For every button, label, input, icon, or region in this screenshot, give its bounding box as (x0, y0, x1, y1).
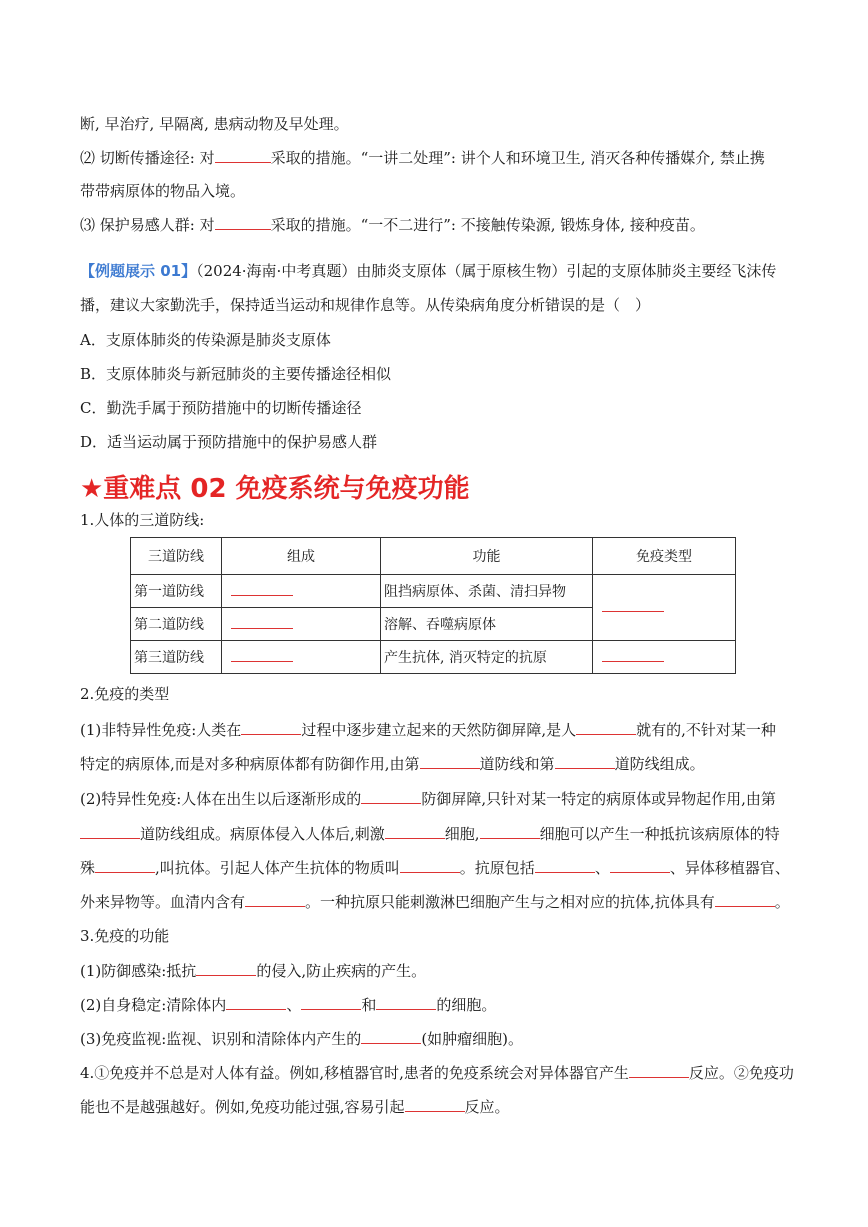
text-line: (3)免疫监视:监视、识别和清除体内产生的 (如肿瘤细胞)。 (80, 1030, 524, 1048)
fill-blank[interactable] (576, 720, 636, 735)
defense-table (130, 537, 736, 674)
table-header: 功能 (381, 538, 593, 575)
fill-blank[interactable] (376, 995, 436, 1010)
text-line: 特定的病原体,而是对多种病原体都有防御作用,由第 道防线和第 道防线组成。 (80, 755, 705, 773)
section-title: 1.人体的三道防线: (80, 511, 205, 529)
example-stem: 播，建议大家勤洗手，保持适当运动和规律作息等。从传染病角度分析错误的是（ ） (80, 296, 651, 314)
section-title: 2.免疫的类型 (80, 685, 170, 703)
example-stem: 【例题展示 01】（2024·海南·中考真题）由肺炎支原体（属于原核生物）引起的支原体肺炎主要经飞沫传 (80, 262, 777, 280)
fill-blank[interactable] (535, 858, 595, 873)
text-line: 外来异物等。血清内含有 。一种抗原只能刺激淋巴细胞产生与之相对应的抗体,抗体具有 。 (80, 893, 790, 911)
fill-blank[interactable] (80, 824, 140, 839)
table-cell: 溶解、吞噬病原体 (381, 608, 593, 641)
table-cell (222, 608, 381, 641)
table-header: 组成 (222, 538, 381, 575)
fill-blank[interactable] (629, 1063, 689, 1078)
text-line: (2)特异性免疫:人体在出生以后逐渐形成的 防御屏障,只针对某一特定的病原体或异物起作用,由第 (80, 790, 776, 808)
fill-blank[interactable] (385, 824, 445, 839)
fill-blank[interactable] (226, 995, 286, 1010)
table-cell: 第一道防线 (131, 575, 222, 608)
fill-blank[interactable] (215, 215, 271, 230)
fill-blank[interactable] (241, 720, 301, 735)
fill-blank[interactable] (215, 148, 271, 163)
table-cell: 第二道防线 (131, 608, 222, 641)
fill-blank[interactable] (602, 599, 664, 612)
option-d: D．适当运动属于预防措施中的保护易感人群 (80, 433, 378, 451)
table-header: 三道防线 (131, 538, 222, 575)
option-b: B．支原体肺炎与新冠肺炎的主要传播途径相似 (80, 365, 392, 383)
table-cell (222, 641, 381, 674)
table-cell (222, 575, 381, 608)
table-header: 免疫类型 (593, 538, 736, 575)
option-c: C．勤洗手属于预防措施中的切断传播途径 (80, 399, 362, 417)
section-title: 3.免疫的功能 (80, 927, 170, 945)
fill-blank[interactable] (480, 824, 540, 839)
table-cell: 产生抗体, 消灭特定的抗原 (381, 641, 593, 674)
text-line: (1)防御感染:抵抗 的侵入,防止疾病的产生。 (80, 962, 427, 980)
example-tag: 【例题展示 01】 (80, 262, 197, 280)
table-row (131, 575, 736, 608)
fill-blank[interactable] (602, 649, 664, 662)
section-heading: ★重难点 02 免疫系统与免疫功能 (80, 474, 470, 504)
fill-blank[interactable] (231, 583, 293, 596)
fill-blank[interactable] (405, 1097, 465, 1112)
text-line: 能也不是越强越好。例如,免疫功能过强,容易引起 反应。 (80, 1098, 510, 1116)
text-line: ⑶ 保护易感人群: 对 采取的措施。“一不二进行”: 不接触传染源, 锻炼身体, 接种疫苗。 (80, 216, 705, 234)
text-line: 4.①免疫并不总是对人体有益。例如,移植器官时,患者的免疫系统会对异体器官产生 反应。②免疫功 (80, 1064, 794, 1082)
text-line: ⑵ 切断传播途径: 对 采取的措施。“一讲二处理”: 讲个人和环境卫生, 消灭各种传播媒介, 禁止携 (80, 149, 765, 167)
text-line: 殊 ,叫抗体。引起人体产生抗体的物质叫 。抗原包括 、 、异体移植器官、 (80, 859, 790, 877)
text-line: (1)非特异性免疫:人类在 过程中逐步建立起来的天然防御屏障,是人 就有的,不针对某一种 (80, 721, 776, 739)
table-row (131, 641, 736, 674)
table-cell (593, 641, 736, 674)
fill-blank[interactable] (301, 995, 361, 1010)
fill-blank[interactable] (715, 892, 775, 907)
table-cell: 第三道防线 (131, 641, 222, 674)
fill-blank[interactable] (610, 858, 670, 873)
fill-blank[interactable] (361, 789, 421, 804)
option-a: A．支原体肺炎的传染源是肺炎支原体 (80, 331, 331, 349)
fill-blank[interactable] (231, 616, 293, 629)
text-line: 带带病原体的物品入境。 (80, 182, 246, 200)
fill-blank[interactable] (231, 649, 293, 662)
text-line: 断, 早治疗, 早隔离, 患病动物及早处理。 (80, 115, 349, 133)
text-line: (2)自身稳定:清除体内 、 和 的细胞。 (80, 996, 497, 1014)
fill-blank[interactable] (95, 858, 155, 873)
fill-blank[interactable] (555, 754, 615, 769)
text-line: 道防线组成。病原体侵入人体后,刺激 细胞, 细胞可以产生一种抵抗该病原体的特 (80, 824, 780, 844)
fill-blank[interactable] (245, 892, 305, 907)
table-cell: 阻挡病原体、杀菌、清扫异物 (381, 575, 593, 608)
fill-blank[interactable] (420, 754, 480, 769)
fill-blank[interactable] (196, 961, 256, 976)
table-cell (593, 575, 736, 641)
table-header-row (131, 538, 736, 575)
fill-blank[interactable] (361, 1029, 421, 1044)
fill-blank[interactable] (400, 858, 460, 873)
